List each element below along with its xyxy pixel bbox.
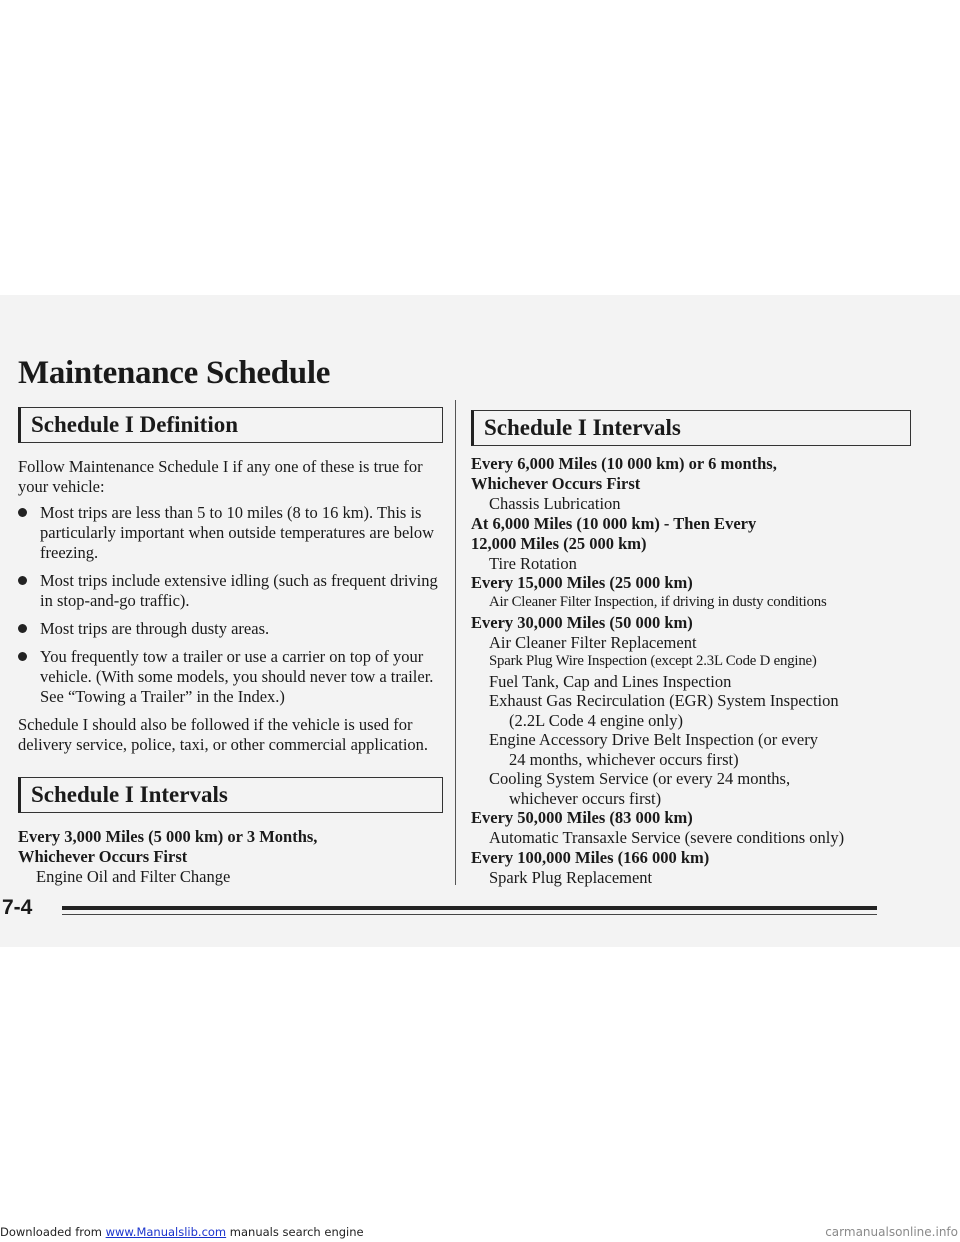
bullet-icon	[18, 576, 27, 585]
interval-heading: At 6,000 Miles (10 000 km) - Then Every	[471, 513, 757, 533]
condition-list	[18, 503, 443, 707]
interval-item: Chassis Lubrication	[489, 494, 621, 513]
intro-text: Follow Maintenance Schedule I if any one of these is true for your vehicle:	[18, 457, 423, 496]
interval-item: Air Cleaner Filter Replacement	[489, 632, 697, 652]
intervals-heading: Schedule I Intervals	[18, 777, 443, 813]
left-column	[18, 407, 443, 887]
interval-heading: Every 6,000 Miles (10 000 km) or 6 months,	[471, 454, 777, 473]
interval-heading: Every 15,000 Miles (25 000 km)	[471, 573, 693, 592]
interval-group	[471, 613, 911, 809]
interval-heading: Every 100,000 Miles (166 000 km)	[471, 847, 710, 867]
outro-text: Schedule I should also be followed if the vehicle is used for delivery service, police, taxi, or other commercial application.	[18, 715, 429, 754]
interval-heading: 12,000 Miles (25 000 km)	[471, 533, 647, 553]
interval-heading: Whichever Occurs First	[471, 474, 641, 493]
interval-item: Tire Rotation	[489, 553, 577, 573]
interval-item: Spark Plug Replacement	[489, 867, 653, 887]
list-item: Most trips are through dusty areas.	[18, 619, 443, 639]
download-note: Downloaded from www.Manualslib.com manuals search engine	[0, 1225, 364, 1239]
interval-item: Spark Plug Wire Inspection (except 2.3L Code D engine)	[489, 653, 817, 669]
page-title: Maintenance Schedule	[18, 355, 331, 391]
bullet-icon	[18, 508, 27, 517]
bullet-icon	[18, 624, 27, 633]
manualslib-link[interactable]: www.Manualslib.com	[105, 1225, 227, 1239]
column-divider	[455, 400, 456, 885]
download-footer	[0, 1222, 960, 1242]
interval-item: Cooling System Service (or every 24 months, whichever occurs first)	[489, 769, 791, 808]
interval-group	[471, 573, 911, 613]
interval-group	[471, 848, 911, 888]
page-number: 7-4	[2, 896, 33, 919]
interval-item: Exhaust Gas Recirculation (EGR) System Inspection (2.2L Code 4 engine only)	[489, 691, 839, 730]
interval-heading: Every 3,000 Miles (5 000 km) or 3 Months,	[18, 827, 318, 846]
interval-group	[471, 454, 911, 514]
bullet-icon	[18, 652, 27, 661]
interval-item: Engine Accessory Drive Belt Inspection (or every 24 months, whichever occurs first)	[489, 730, 818, 769]
list-item: Most trips are less than 5 to 10 miles (8 to 16 km). This is particularly important when outside temperatures are below freezing.	[18, 503, 443, 563]
interval-item: Air Cleaner Filter Inspection, if driving in dusty conditions	[489, 594, 827, 610]
interval-heading: Whichever Occurs First	[18, 847, 188, 866]
intervals-heading: Schedule I Intervals	[471, 410, 911, 446]
interval-item: Engine Oil and Filter Change	[36, 867, 231, 886]
interval-item: Fuel Tank, Cap and Lines Inspection	[489, 671, 732, 691]
definition-heading: Schedule I Definition	[18, 407, 443, 443]
interval-group	[471, 808, 911, 848]
interval-heading: Every 50,000 Miles (83 000 km)	[471, 808, 693, 827]
watermark-text: carmanualsonline.info	[825, 1225, 958, 1239]
left-intervals-section	[18, 777, 443, 887]
interval-group	[471, 514, 911, 574]
list-item: You frequently tow a trailer or use a carrier on top of your vehicle. (With some models, you should never tow a trailer. See “Towing a Trailer” in the Index.)	[18, 647, 443, 707]
right-column	[471, 410, 911, 887]
footer-rule-thin	[62, 914, 877, 915]
interval-heading: Every 30,000 Miles (50 000 km)	[471, 612, 693, 632]
list-item: Most trips include extensive idling (such as frequent driving in stop-and-go traffic).	[18, 571, 443, 611]
footer-rule	[62, 906, 877, 910]
interval-item: Automatic Transaxle Service (severe conditions only)	[489, 828, 845, 847]
interval-group	[18, 827, 443, 887]
